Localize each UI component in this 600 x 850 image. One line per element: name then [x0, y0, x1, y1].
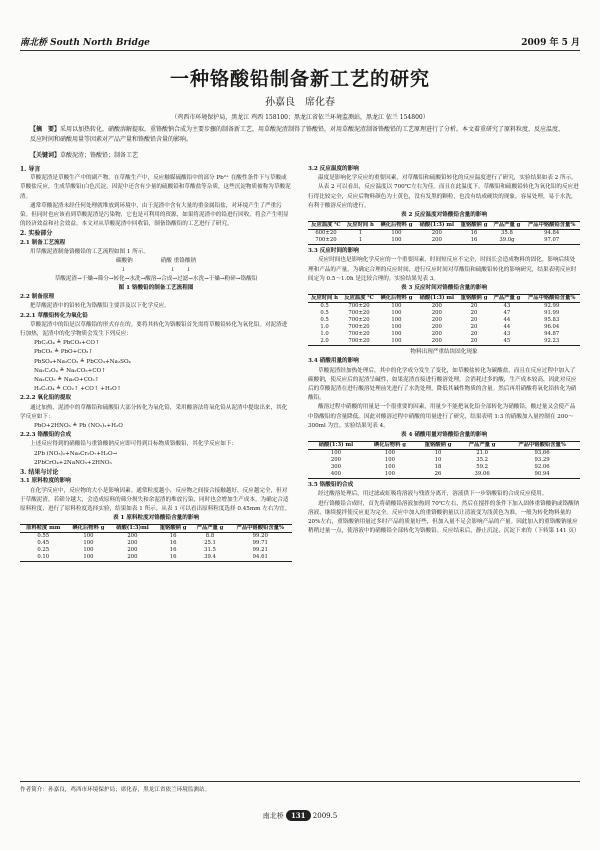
equation: 2PbCrO₄+2NaNO₃+2HNO₃ — [34, 459, 112, 466]
table-row — [308, 303, 580, 311]
paragraph: 反应时间也是影响化学反应的一个重要因素，时间短反应不完全，时间长会造成物料的固化。影响后续处理和产品的产量。为确定合理的反应时间，进行反应时间对草酸铅和硫酸铅转化的影响研究，结果表明反应时间定为 0.5～1.0h 是比较合理的。实验结果见表 3。 — [308, 257, 577, 282]
paragraph: 用草酸泥渣制备铬酸铅的工艺流程如图 1 所示。 — [30, 248, 149, 255]
table-header-cell: 重铬酸钠 g — [424, 442, 452, 449]
footnote-rule — [20, 781, 580, 782]
table-cell: 1.0 — [320, 324, 329, 331]
page-number: 131 — [286, 810, 311, 821]
table-cell: 16 — [169, 533, 177, 540]
table-note: 物料出现严重结块固化现象 — [410, 349, 478, 356]
table-caption: 表 2 反应温度对铬酸铅含量的影响 — [400, 212, 488, 219]
left-column — [20, 165, 292, 564]
table-cell: 16 — [169, 547, 177, 554]
table-row — [308, 464, 580, 471]
table-header-cell: 硝酸(1:3) ml — [318, 442, 354, 449]
table-header-cell: 碘化后物料 g — [72, 525, 105, 532]
table-header-cell: 碘化后物料 g — [380, 222, 413, 229]
keywords-text: 草酸泥渣；铬酸铅；制备工艺 — [60, 152, 139, 159]
table-cell: 0.5 — [320, 310, 329, 317]
table-header-cell: 重铬酸钠 g — [159, 525, 187, 532]
table-cell: 21.0 — [476, 450, 489, 457]
table-cell: 1.0 — [320, 331, 329, 338]
subsection-heading: 3.4 硝酸用量的影响 — [308, 358, 359, 365]
table-cell: 43 — [503, 303, 511, 310]
section-heading: 2. 实验部分 — [20, 230, 53, 238]
paper-title: 一种铬酸铅制备新工艺的研究 — [169, 68, 430, 90]
table-cell: 100 — [83, 554, 94, 561]
table-row — [308, 230, 580, 238]
table-row — [20, 540, 292, 547]
table-cell: 92.06 — [534, 464, 550, 471]
table-row — [308, 338, 580, 346]
table-cell: 20 — [470, 317, 478, 324]
table-header-cell: 产品产量 g — [468, 442, 496, 449]
table-row — [308, 317, 580, 324]
paragraph: 把草酸泥渣中的铅转化为铬酸铅主要涉及以下化学反应。 — [30, 303, 170, 310]
table-cell: 100 — [384, 457, 395, 464]
table-cell: 0.5 — [320, 317, 329, 324]
table-cell: 700±20 — [348, 303, 370, 310]
table-cell: 20 — [470, 324, 478, 331]
abstract — [30, 125, 570, 145]
table-header-cell: 产品中铬酸铅含量% — [527, 222, 576, 229]
table-cell: 100 — [330, 450, 341, 457]
authors: 孙嘉良 席化春 — [265, 97, 335, 108]
abstract-text: 采用以加热转化，硝酸溶解提取，重铬酸钠合成为主要步骤的制备新工艺，用草酸泥渣制得了铬酸铅，对用草酸泥渣制备铬酸铅的工艺原理进行了分析。本文着重研究了原料粒度、反应温度、反应时间和硝酸用量等因素对产品产量和铬酸铅含量的影响。 — [30, 126, 565, 143]
right-column — [308, 165, 580, 536]
affiliation: （鸡西市环境保护局，黑龙江 鸡西 158100；黑龙江省依兰环境监测站，黑龙江 依兰 154800） — [171, 114, 429, 121]
table-header-cell: 反应温度 ℃ — [344, 295, 374, 302]
table-cell: 31.5 — [204, 547, 216, 554]
subsection-heading: 3.1 原料粒度的影响 — [20, 478, 71, 485]
process-flowchart — [20, 257, 292, 284]
table-row — [20, 533, 292, 541]
table-cell: 100 — [391, 338, 402, 345]
paragraph: 进行铬酸铅合成时，首先将硝酸铅溶液加热到 70℃左右，然后在搅拌的条件下加入固体重铬酸钠或铬酸钠溶液，继续搅拌使反应更为完全。反应中加入的重铬酸钠量以让清液变为浅黄色为准，一般为转化物料量的 20%左右，重铬酸钠用量过多时产品的质量好些，但加入量不足会影响产品的产量。因此加入的重铬酸钠量应稍稍过量一点，使溶液中的硝酸铅全部转化为铬酸铅。反应结束后，静止沉淀，沉淀下来的（下转第 141 页） — [308, 500, 580, 535]
table-cell: 96.04 — [544, 324, 560, 331]
table-cell: 700±20 — [348, 324, 370, 331]
table-cell: 200 — [431, 338, 442, 345]
table-cell: 10 — [434, 450, 442, 457]
table-cell: 20 — [470, 303, 478, 310]
table-cell: 16 — [169, 540, 177, 547]
table-cell: 200 — [431, 317, 442, 324]
table-cell: 200 — [431, 237, 442, 244]
table-cell: 100 — [391, 310, 402, 317]
table-cell: 100 — [83, 533, 94, 540]
table-cell: 200 — [330, 457, 341, 464]
table-cell: 92.23 — [544, 338, 560, 345]
table-cell: 700±20 — [315, 237, 337, 244]
table-cell: 20 — [470, 338, 478, 345]
equation: PbO+2HNO₃ ≜ Pb (NO₃)₂+H₂O — [34, 423, 123, 430]
table-cell: 100 — [83, 547, 94, 554]
table-cell: 35.8 — [501, 230, 513, 237]
table-cell: 0.25 — [37, 547, 50, 554]
table-cell: 100 — [391, 331, 402, 338]
table-cell: 39.4 — [204, 554, 216, 561]
paragraph: 通过加热，泥渣中的草酸铅和硫酸铅大部分转化为氧化铅，采用酸溶法将氧化铅从泥渣中提取出来，其化学反应如下： — [20, 404, 288, 420]
table-cell: 59.2 — [476, 464, 489, 471]
figure-caption: 图 1 铬酸铅的制备工艺流程图 — [118, 285, 194, 292]
flow-arrows: ↓ ↓ ↓ — [121, 267, 191, 274]
table-cell: 0.10 — [37, 554, 50, 561]
table-cell: 0.55 — [37, 533, 50, 540]
table-header-cell: 反应温度 ℃ — [311, 222, 341, 229]
table-cell: 43 — [503, 331, 511, 338]
table-header-cell: 反应时间 h — [311, 295, 338, 302]
equation: PbC₂O₄ ≜ PbCO₃+CO↑ — [34, 340, 100, 347]
table-row — [308, 324, 580, 331]
table-cell: 200 — [431, 230, 442, 237]
table-header-cell: 原料粒度 mm — [26, 525, 61, 532]
table-row — [308, 450, 580, 458]
table-4 — [308, 441, 580, 479]
table-cell: 8.8 — [205, 533, 215, 540]
table-cell: 200 — [127, 540, 138, 547]
table-cell: 39.06 — [474, 471, 490, 478]
table-row — [308, 331, 580, 338]
section-heading: 1. 导言 — [20, 166, 41, 173]
table-cell: 100 — [384, 464, 395, 471]
subsection-heading: 2.1 制备工艺流程 — [20, 239, 66, 246]
table-cell: 100 — [384, 450, 395, 457]
table-cell: 99.71 — [252, 540, 268, 547]
table-header-cell: 产品产量 g — [493, 295, 521, 302]
table-cell: 18 — [434, 464, 442, 471]
flow-inputs: 碳酸钠 硝酸 重铬酸钠 — [115, 258, 197, 265]
subsection-heading: 3.2 反应温度的影响 — [308, 166, 359, 172]
table-header-cell: 硝酸(1:3)ml — [116, 525, 149, 532]
table-cell: 700±20 — [348, 331, 370, 338]
table-row — [308, 237, 580, 245]
paragraph: 草酸泥渣是草酸生产中的副产物。在草酸生产中，反应触媒硫酸铅中的部分 Pb²⁺ 在酸性条件下与草酸或草酸盐反应，生成草酸铅(白色沉淀，因泥中还含有少量的硫酸铅和草酸盐等杂质，这些沉淀物质被称为草酸泥渣。 — [20, 175, 291, 200]
table-header-cell: 产品产量 g — [493, 222, 521, 229]
table-cell: 100 — [391, 324, 402, 331]
table-caption: 表 1 原料粒度对铬酸铅含量的影响 — [112, 515, 200, 522]
table-cell: 16 — [169, 554, 177, 561]
table-row — [308, 471, 580, 479]
table-cell: 1 — [358, 237, 363, 244]
table-cell: 200 — [127, 554, 138, 561]
table-caption: 表 3 反应时间对铬酸铅含量的影响 — [400, 285, 488, 292]
table-cell: 700±20 — [348, 338, 370, 345]
table-header-cell: 产品产量 g — [196, 525, 224, 532]
table-cell: 94.84 — [544, 230, 560, 237]
paragraph: 从表 2 可以看出，反应温度以 700℃左右为佳。而且在此温度下，草酸铅和硫酸铅转化为氧化铅的反应进行得比较完全，反应后物料颜色为土黄色，没有发黑的颗粒，也没有结成硬块的现象，容易处理，易于水洗，有利于酸溶反应的进行。 — [308, 184, 579, 209]
table-cell: 400 — [330, 471, 341, 478]
table-cell: 100 — [391, 303, 402, 310]
table-cell: 100 — [391, 317, 402, 324]
subsection-heading: 2.2.2 氧化铅的提取 — [20, 395, 72, 402]
table-cell: 44 — [503, 324, 511, 331]
table-header-cell: 碘化后物料 g — [380, 295, 413, 302]
table-cell: 700±20 — [348, 317, 370, 324]
flow-steps: 草酸泥渣→干燥→筛分→转化→水洗→酸溶→合成→过滤→水洗→干燥→粉碎→铬酸铅 — [54, 276, 258, 283]
table-cell: 99.20 — [252, 533, 268, 540]
paragraph: 在化学反应中，反应物的大小是影响因素。通常粒度越小，反应物之间接合接触越好，反应越完全，但对于草酸泥渣，若筛分越大，会造成原料的筛分损失和余泥渣的堆放污染，同时也会增加生产成本。为确定合适原料粒度，进行了原料粒度选择实验，结果如表 1 所示。从表 1 可以看出原料粒度选择 0.45mm 左右为宜。 — [20, 487, 291, 512]
equation: Na₂C₂O₄ ≜ Na₂CO₃+CO↑ — [34, 367, 106, 374]
table-header-cell: 硝酸(1:3) ml — [419, 222, 454, 229]
table-cell: 44 — [503, 317, 511, 324]
table-cell: 0.45 — [37, 540, 50, 547]
table-cell: 2.0 — [320, 338, 329, 345]
table-header-cell: 产品中铬酸铅含量% — [527, 295, 576, 302]
issue-date: 2009 年 5 月 — [521, 38, 580, 48]
table-cell: 99.21 — [252, 547, 268, 554]
table-1 — [20, 524, 292, 562]
table-cell: 26 — [434, 471, 442, 478]
footer-date: 2009.5 — [312, 812, 338, 820]
abstract-label: 【摘 要】 — [30, 126, 61, 133]
table-cell: 20 — [470, 331, 478, 338]
table-cell: 0.5 — [320, 303, 329, 310]
table-caption: 表 4 硝酸用量对铬酸铅含量的影响 — [400, 432, 488, 439]
table-row — [20, 547, 292, 554]
table-2 — [308, 221, 580, 245]
table-cell: 100 — [83, 540, 94, 547]
table-cell: 700±20 — [348, 310, 370, 317]
footer-logo: 南北桥 — [262, 812, 284, 820]
paragraph: 酸溶过程中硝酸的用量是一个很重要的因素，用量少不能把氧化铅全部转化为硝酸铅，酸过量又会使产品中铬酸铅的含量降低。因此对酸溶过程中硝酸的用量进行了研究，结果表明 1:3 的硝酸加入量控制在 200～300ml 为宜。实验结果见表 4。 — [308, 404, 576, 429]
paragraph: 温度是影响化学反应的重要因素，对草酸铅和硫酸铅转化的反应温度进行了研究，实验结果如表 2 所示。 — [318, 175, 577, 182]
running-header — [20, 35, 580, 49]
table-header-cell: 反应时间 h — [347, 222, 374, 229]
paragraph: 草酸泥渣经加热处理后，其中的化学成分发生了变化，如草酸盐转化为碳酸盐，而且在反应过程中加入了碳酸钠，使反应后的泥渣呈碱性，如果泥渣直接进行酸溶处理，会消耗过多的酸，生产成本较高，因此对反应后的草酸泥渣在进行酸溶处理前先进行了水洗处理，降低其碱性物质的含量。然后再用硝酸将氧化铅转化为硝酸铅。 — [308, 367, 577, 402]
subsection-heading: 2.2.1 草酸铅转化为氧化铅 — [20, 312, 88, 319]
equation: Na₂CO₃ ≜ Na₂O+CO₂↑ — [34, 377, 100, 384]
table-header-cell: 产品中铬酸铅含量% — [518, 442, 566, 449]
author-footnote: 作者简介：孙嘉良，鸡西市环境保护局；席化春，黑龙江省依兰环境监测站。 — [20, 787, 211, 793]
table-header-cell: 重铬酸钠 g — [460, 295, 488, 302]
subsection-heading: 3.3 反应时间的影响 — [308, 248, 359, 255]
table-3 — [308, 294, 580, 346]
table-cell: 91.99 — [544, 310, 560, 317]
subsection-heading: 2.2.3 铬酸铅的合成 — [20, 432, 72, 439]
table-cell: 35.2 — [476, 457, 489, 464]
subsection-heading: 3.5 铬酸铅的合成 — [308, 482, 354, 489]
section-heading: 3. 结果与讨论 — [20, 469, 59, 477]
table-header-cell: 重铬酸钠 g — [460, 222, 488, 229]
paragraph: 经过酸溶处理后，用过滤或虹吸将溶液与残渣分离开，溶液供下一步铬酸铅的合成反应使用。 — [318, 491, 548, 498]
table-cell: 93.66 — [534, 450, 550, 457]
table-cell: 200 — [431, 331, 442, 338]
table-cell: 100 — [384, 471, 395, 478]
table-header-cell: 碘化后物料 g — [373, 442, 406, 449]
equation: PbSO₄+Na₂CO₃ ≜ PbCO₃+Na₂SO₄ — [34, 358, 131, 365]
equation: 2Pb (NO₃)₂+Na₂Cr₂O₇+H₂O→ — [34, 450, 118, 457]
table-cell: 97.07 — [544, 237, 560, 244]
table-cell: 93.29 — [534, 457, 550, 464]
paragraph: 草酸泥渣中的铅是以草酸铅的形式存在的。要将其转化为铬酸铅首先需将草酸铅转化为氧化铅。对泥渣进行加热，泥渣中的化学物质会发生下列反应： — [20, 321, 288, 338]
table-cell: 200 — [127, 547, 138, 554]
table-header-cell: 产品中铬酸铅含量% — [236, 525, 284, 532]
table-cell: 200 — [431, 324, 442, 331]
table-cell: 92.99 — [544, 303, 560, 310]
table-row — [20, 554, 292, 562]
table-cell: 45 — [503, 338, 511, 345]
table-cell: 47 — [503, 310, 511, 317]
keywords — [30, 150, 570, 159]
table-cell: 25.1 — [204, 540, 216, 547]
equation: H₂C₂O₄ ≜ CO₂↑ +CO↑ +H₂O↑ — [34, 386, 122, 393]
table-cell: 200 — [431, 303, 442, 310]
table-row — [308, 310, 580, 317]
table-cell: 39.0g — [499, 237, 515, 244]
table-cell: 94.61 — [252, 554, 268, 561]
header-rule — [20, 50, 580, 51]
table-cell: 10 — [434, 457, 442, 464]
table-cell: 1 — [358, 230, 363, 237]
table-cell: 100 — [391, 237, 402, 244]
table-cell: 200 — [431, 310, 442, 317]
table-cell: 16 — [470, 230, 478, 237]
equation: PbCO₃ ≜ PbO+CO₂↑ — [34, 349, 94, 356]
keywords-label: 【关键词】 — [30, 152, 61, 159]
page-footer — [0, 810, 600, 821]
table-row — [308, 457, 580, 464]
table-cell: 100 — [391, 230, 402, 237]
table-cell: 95.83 — [544, 317, 560, 324]
table-cell: 200 — [127, 533, 138, 540]
table-cell: 20 — [470, 310, 478, 317]
journal-logo: 南北桥 South North Bridge — [20, 38, 150, 48]
paragraph: 通常草酸泥渣未经任何处理就堆放到环境中，由于泥渣中含有大量的重金属铅盐，对环境产生了严重污染。但同时也应该看到草酸泥渣是污染物，它也是可利用的资源，如果将泥渣中的铅进行回收，将会产生明显的经济效益和社会效益。本文对从草酸泥渣中回收铅，制备铬酸铅的工艺进行了研究。 — [20, 202, 289, 228]
table-cell: 300 — [330, 464, 341, 471]
table-header-cell: 硝酸(1:3) ml — [419, 295, 454, 302]
table-cell: 16 — [470, 237, 478, 244]
table-cell: 94.87 — [544, 331, 560, 338]
table-cell: 90.94 — [534, 471, 550, 478]
table-cell: 600±20 — [315, 230, 337, 237]
paragraph: 上述反应得到的硝酸铅与重铬酸钠反应即可得到目标物质铬酸铅，其化学反应如下： — [30, 441, 237, 448]
subsection-heading: 2.2 制备原理 — [20, 294, 55, 301]
